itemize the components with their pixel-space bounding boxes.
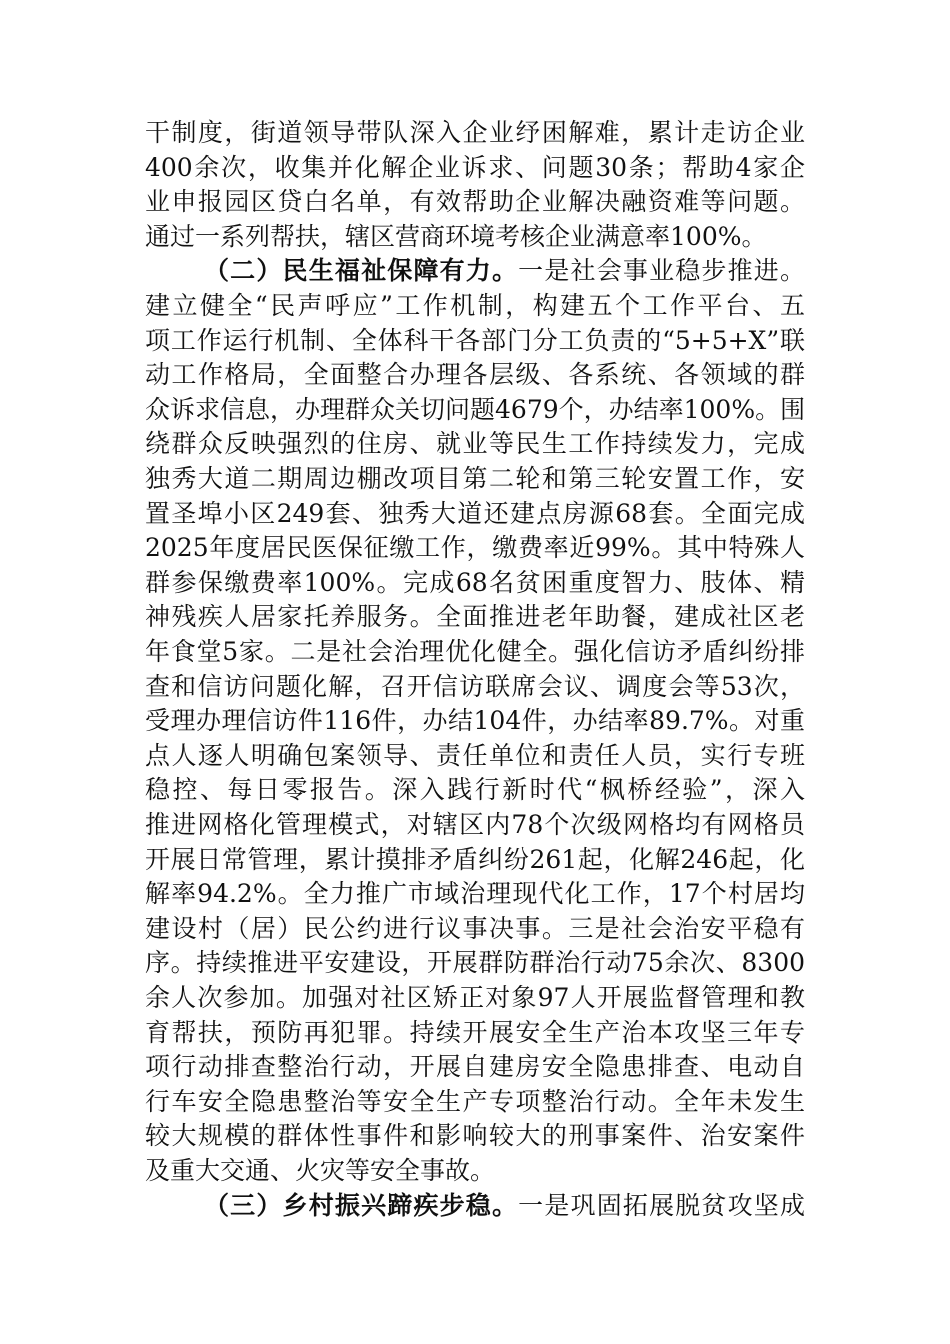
body-text-line: [145, 323, 805, 359]
line-text: 干制度，街道领导带队深入企业纾困解难，累计走访企业: [145, 118, 805, 147]
line-text: 置圣埠小区249套、独秀大道还建点房源68套。全面完成: [145, 498, 805, 528]
line-text: 一是巩固拓展脱贫攻坚成: [518, 1190, 805, 1220]
line-text: 行车安全隐患整治等安全生产专项整治行动。全年未发生: [145, 1086, 805, 1116]
body-text-line: [145, 876, 805, 912]
body-text-line: [145, 184, 805, 220]
body-text-line: [145, 669, 805, 705]
line-text: 育帮扶，预防再犯罪。持续开展安全生产治本攻坚三年专: [145, 1017, 805, 1047]
line-text: 项工作运行机制、全体科干各部门分工负责的“5+5+X”联: [145, 325, 805, 355]
body-text-line: [145, 530, 805, 566]
line-text: 群参保缴费率100%。完成68名贫困重度智力、肢体、精: [145, 567, 805, 597]
line-text: 稳控、每日零报告。深入践行新时代“枫桥经验”，深入: [145, 775, 805, 805]
body-text-line: [145, 1015, 805, 1051]
line-text: 解率94.2%。全力推广市域治理现代化工作，17个村居均: [145, 879, 805, 909]
line-text: 业申报园区贷白名单，有效帮助企业解决融资难等问题。: [145, 187, 805, 217]
line-text: 项行动排查整治行动，开展自建房安全隐患排查、电动自: [145, 1052, 805, 1082]
body-text-line: [145, 115, 805, 151]
line-text: 动工作格局，全面整合办理各层级、各系统、各领域的群: [145, 360, 805, 390]
body-text-line: [145, 599, 805, 635]
body-text-line: [145, 1084, 805, 1120]
body-text-line: [145, 738, 805, 774]
body-text-line: [145, 807, 805, 843]
body-text-line: [145, 461, 805, 497]
line-text: 神残疾人居家托养服务。全面推进老年助餐，建成社区老: [145, 602, 805, 632]
line-text: 受理办理信访件116件，办结104件，办结率89.7%。对重: [145, 706, 805, 736]
line-text: 一是社会事业稳步推进。: [518, 256, 805, 286]
body-text-line: [145, 288, 805, 324]
body-text-line: [145, 357, 805, 393]
body-text-line: [145, 772, 805, 808]
line-text: 余人次参加。加强对社区矫正对象97人开展监督管理和教: [145, 983, 805, 1012]
body-text-line: [145, 565, 805, 601]
body-text-line: [145, 911, 805, 947]
line-text: 独秀大道二期周边棚改项目第二轮和第三轮安置工作，安: [145, 464, 805, 493]
line-text: 开展日常管理，累计摸排矛盾纠纷261起，化解246起，化: [145, 844, 805, 874]
body-text-line: [145, 842, 805, 878]
body-text-line: [145, 980, 805, 1016]
body-text-line: [145, 1049, 805, 1085]
body-text-line: [145, 496, 805, 532]
section-heading: （二）民生福祉保障有力。: [204, 256, 519, 286]
body-text-line: [145, 1118, 805, 1154]
line-text: 建立健全“民声呼应”工作机制，构建五个工作平台、五: [145, 291, 805, 320]
line-text: 年食堂5家。二是社会治理优化健全。强化信访矛盾纠纷排: [145, 637, 805, 666]
body-text-line: [145, 945, 805, 981]
section-heading-line: [204, 1188, 805, 1224]
body-text-line: [145, 392, 805, 428]
line-text: 2025年度居民医保征缴工作，缴费率近99%。其中特殊人: [145, 533, 805, 563]
body-text-line: [145, 219, 805, 255]
section-heading-line: [204, 253, 805, 289]
line-text: 众诉求信息，办理群众关切问题4679个，办结率100%。围: [145, 394, 806, 424]
line-text: 点人逐人明确包案领导、责任单位和责任人员，实行专班: [145, 740, 805, 770]
section-heading: （三）乡村振兴蹄疾步稳。: [204, 1190, 519, 1220]
line-text: 通过一系列帮扶，辖区营商环境考核企业满意率100%。: [145, 221, 767, 251]
body-text-line: [145, 634, 805, 670]
line-text: 较大规模的群体性事件和影响较大的刑事案件、治安案件: [145, 1121, 805, 1151]
line-text: 序。持续推进平安建设，开展群防群治行动75余次、8300: [145, 948, 805, 978]
body-text-line: [145, 426, 805, 462]
line-text: 推进网格化管理模式，对辖区内78个次级网格均有网格员: [145, 810, 805, 839]
body-text-line: [145, 703, 805, 739]
line-text: 及重大交通、火灾等安全事故。: [145, 1156, 496, 1185]
body-text-line: [145, 1153, 805, 1189]
line-text: 查和信访问题化解，召开信访联席会议、调度会等53次，: [145, 671, 805, 701]
line-text: 400余次，收集并化解企业诉求、问题30条；帮助4家企: [145, 152, 805, 182]
line-text: 绕群众反映强烈的住房、就业等民生工作持续发力，完成: [145, 429, 805, 459]
body-text-line: [145, 150, 805, 186]
line-text: 建设村（居）民公约进行议事决事。三是社会治安平稳有: [145, 913, 805, 943]
